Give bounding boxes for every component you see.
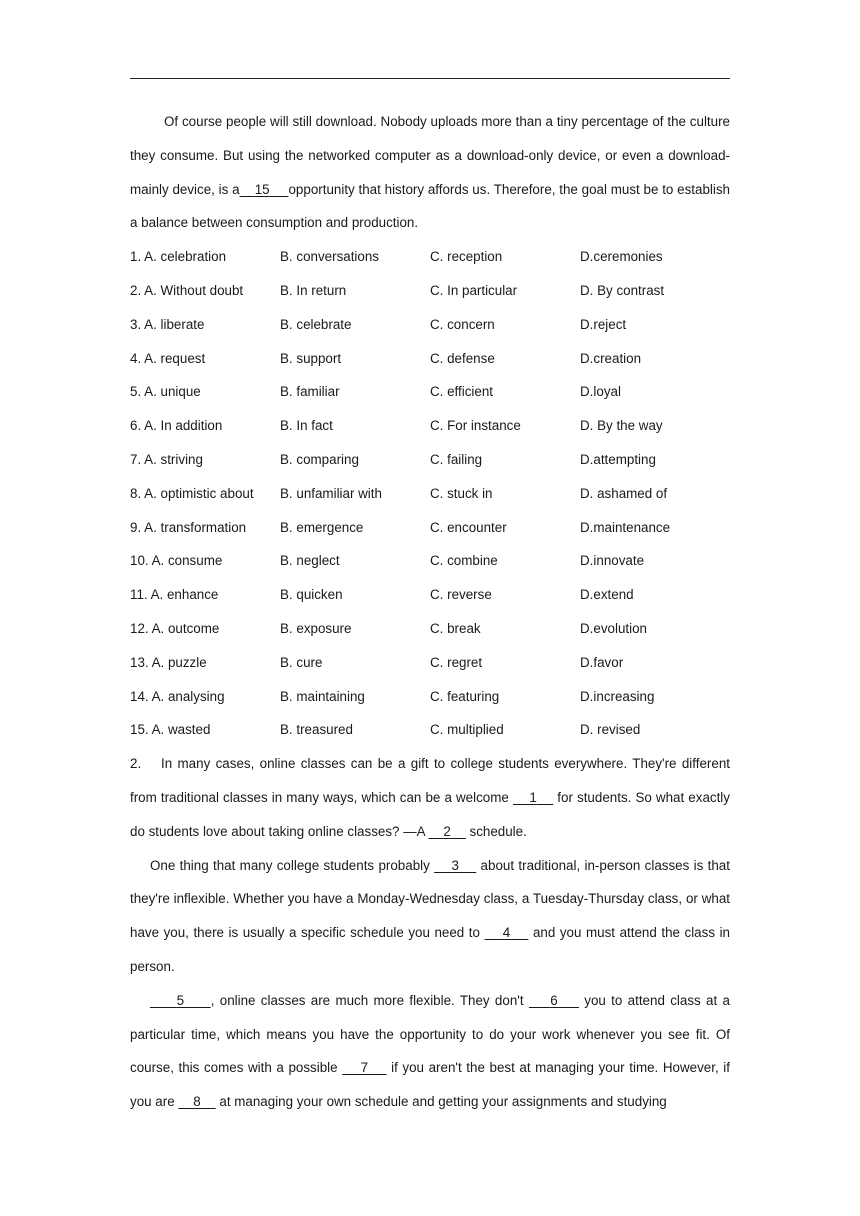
option-d: D.loyal (580, 384, 621, 400)
option-row (130, 646, 730, 680)
blank-3: 3 (451, 857, 459, 873)
section-number: 2. (130, 756, 142, 772)
option-row (130, 713, 730, 747)
answer-options-table (130, 240, 730, 747)
option-row (130, 511, 730, 545)
option-row (130, 342, 730, 376)
option-c: C. featuring (430, 688, 500, 704)
option-c: C. defense (430, 350, 495, 366)
option-d: D.extend (580, 587, 634, 603)
option-row (130, 308, 730, 342)
section-2-paragraph-1: 2. In many cases, online classes can be a gift to college students everywhere. They're different from traditional classes in many ways, which can be a welcome 1 for students. So what exactly do students love about taking online classes? —A 2 schedule. (130, 747, 730, 848)
blank-7: 7 (360, 1060, 369, 1076)
option-b: B. emergence (280, 519, 364, 535)
option-c: C. In particular (430, 282, 518, 298)
blank-8: 8 (193, 1094, 201, 1110)
option-row (130, 477, 730, 511)
option-a: 6. A. In addition (130, 418, 223, 434)
option-c: C. reverse (430, 587, 492, 603)
blank-6: 6 (550, 992, 558, 1008)
option-b: B. comparing (280, 451, 359, 467)
option-d: D. By contrast (580, 282, 665, 298)
option-row (130, 274, 730, 308)
blank-5: 5 (176, 992, 185, 1008)
option-c: C. multiplied (430, 722, 504, 738)
passage-closing-paragraph (130, 105, 730, 240)
option-a: 10. A. consume (130, 553, 223, 569)
option-b: B. maintaining (280, 688, 365, 704)
option-row (130, 578, 730, 612)
option-a: 9. A. transformation (130, 519, 247, 535)
option-b: B. treasured (280, 722, 353, 738)
option-b: B. In fact (280, 418, 333, 434)
option-a: 3. A. liberate (130, 316, 205, 332)
option-row (130, 680, 730, 714)
option-b: B. exposure (280, 620, 352, 636)
blank-2: 2 (443, 823, 451, 839)
option-b: B. familiar (280, 384, 340, 400)
option-c: C. efficient (430, 384, 494, 400)
passage-text: opportunity that history affords us. Therefore, the goal must be to establish a balance between consumption and production. (130, 181, 731, 231)
option-d: D.increasing (580, 688, 655, 704)
option-a: 2. A. Without doubt (130, 282, 244, 298)
option-a: 14. A. analysing (130, 688, 225, 704)
option-d: D.reject (580, 316, 627, 332)
option-row (130, 375, 730, 409)
header-rule (130, 78, 730, 79)
option-a: 5. A. unique (130, 384, 201, 400)
option-b: B. cure (280, 654, 323, 670)
option-c: C. concern (430, 316, 495, 332)
option-c: C. encounter (430, 519, 507, 535)
option-d: D.maintenance (580, 519, 671, 535)
option-row (130, 544, 730, 578)
option-c: C. combine (430, 553, 498, 569)
option-c: C. regret (430, 654, 483, 670)
option-row (130, 443, 730, 477)
option-c: C. failing (430, 451, 483, 467)
option-b: B. celebrate (280, 316, 352, 332)
option-d: D.attempting (580, 451, 656, 467)
option-row (130, 240, 730, 274)
option-c: C. break (430, 620, 481, 636)
option-a: 7. A. striving (130, 451, 203, 467)
option-d: D. revised (580, 722, 641, 738)
option-b: B. conversations (280, 249, 379, 265)
option-row (130, 612, 730, 646)
option-b: B. In return (280, 282, 347, 298)
option-b: B. neglect (280, 553, 340, 569)
option-d: D.creation (580, 350, 642, 366)
option-d: D.evolution (580, 620, 647, 636)
option-d: D.ceremonies (580, 249, 663, 265)
option-b: B. unfamiliar with (280, 485, 382, 501)
option-a: 15. A. wasted (130, 722, 211, 738)
option-d: D.innovate (580, 553, 645, 569)
option-row (130, 409, 730, 443)
document-body (130, 105, 730, 1119)
option-b: B. support (280, 350, 342, 366)
option-a: 13. A. puzzle (130, 654, 207, 670)
option-c: C. stuck in (430, 485, 493, 501)
option-c: C. For instance (430, 418, 521, 434)
section-2-paragraph-3: 5 , online classes are much more flexible. They don't 6 you to attend class at a particular time, which means you have the opportunity to do your work whenever you see fit. Of course, this comes with a possible 7 if you aren't the best at managing your time. However, if you are 8 at managing your own schedule and getting your assignments and studying (130, 992, 730, 1110)
option-c: C. reception (430, 249, 503, 265)
option-a: 12. A. outcome (130, 620, 220, 636)
option-d: D.favor (580, 654, 624, 670)
option-b: B. quicken (280, 587, 343, 603)
option-a: 4. A. request (130, 350, 206, 366)
blank-4: 4 (502, 925, 511, 941)
option-a: 8. A. optimistic about (130, 485, 254, 501)
option-a: 1. A. celebration (130, 249, 227, 265)
blank-15: 15 (254, 181, 270, 197)
blank-1: 1 (529, 789, 537, 805)
option-d: D. By the way (580, 418, 663, 434)
passage-text: Of course people will still download. Nobody uploads more than a tiny percentage of the culture they consume. But using the networked computer as a download-only device, or even a download-mainly device, is a (130, 114, 730, 197)
option-a: 11. A. enhance (130, 587, 219, 603)
option-d: D. ashamed of (580, 485, 668, 501)
section-2-paragraph-2: One thing that many college students probably 3 about traditional, in-person classes is that they're inflexible. Whether you have a Monday-Wednesday class, a Tuesday-Thursday class, or what have you, there is usually a specific schedule you need to 4 and you must attend the class in person. (130, 857, 730, 974)
